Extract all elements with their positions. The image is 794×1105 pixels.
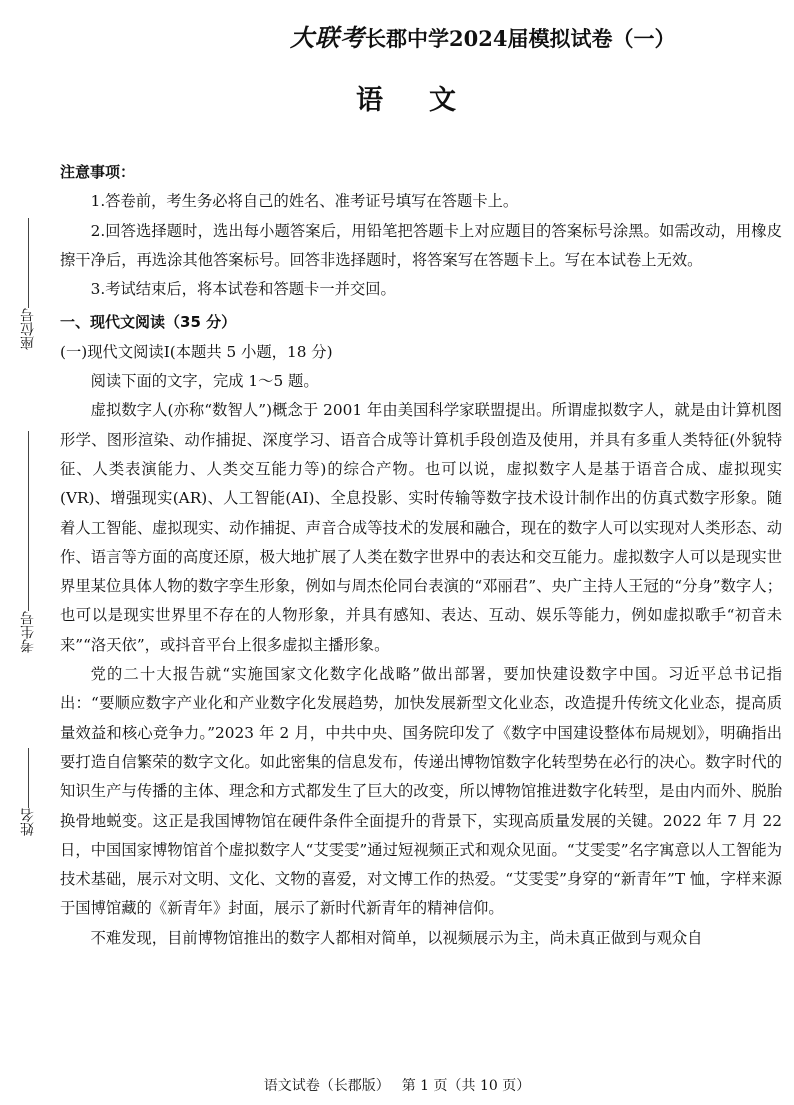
seat-number-label: 座位号	[20, 308, 36, 350]
seat-number-line	[27, 218, 29, 308]
note-item: 1.答卷前，考生务必将自己的姓名、准考证号填写在答题卡上。	[90, 192, 519, 211]
name-label: 姓名	[20, 808, 36, 836]
exam-title	[290, 18, 750, 52]
footer-paper-name: 语文试卷（长郡版）	[263, 1078, 390, 1094]
subsection-title: (一)现代文阅读Ⅰ(本题共 5 小题，18 分)	[60, 342, 333, 361]
footer-page-number: 第 1 页（共 10 页）	[401, 1078, 531, 1094]
name-field	[18, 742, 38, 836]
note-item: 2.回答选择题时，选出每小题答案后，用铅笔把答题卡上对应题目的答案标号涂黑。如需改动，用橡皮擦干净后，再选涂其他答案标号。回答非选择题时，将答案写在答题卡上。写在本试卷上无效。	[60, 221, 782, 269]
subject-title: 语文	[356, 85, 502, 116]
notes-title: 注意事项：	[60, 163, 136, 181]
seat-number-field	[18, 212, 38, 350]
section-title: 一、现代文阅读（35 分）	[60, 313, 237, 332]
name-line	[27, 748, 29, 808]
exam-number-line	[27, 431, 29, 611]
passage-paragraph: 虚拟数字人(亦称“数智人”)概念于 2001 年由美国科学家联盟提出。所谓虚拟数字人，就是由计算机图形学、图形渲染、动作捕捉、深度学习、语音合成等计算机手段创造及使用，并具有多重人类特征(外貌特征、人类表演能力、人类交互能力等)的综合产物。也可以说，虚拟数字人是基于语音合成、虚拟现实(VR)、增强现实(AR)、人工智能(AI)、全息投影、实时传输等数字技术设计制作出的仿真式数字形象。随着人工智能、虚拟现实、动作捕捉、声音合成等技术的发展和融合，现在的数字人可以实现对人类形态、动作、语言等方面的高度还原，极大地扩展了人类在数字世界中的表达和交互能力。虚拟数字人可以是现实世界里某位具体人物的数字孪生形象，例如与周杰伦同台表演的“邓丽君”、央广主持人王冠的“分身”数字人；也可以是现实世界里不存在的人物形象，并具有感知、表达、互动、娱乐等能力，例如虚拟歌手“初音未来”“洛天依”，或抖音平台上很多虚拟主播形象。	[60, 401, 782, 654]
reading-instruction: 阅读下面的文字，完成 1～5 题。	[90, 372, 319, 391]
school-exam-title: 长郡中学2024届模拟试卷（一）	[365, 26, 676, 51]
note-item: 3.考试结束后，将本试卷和答题卡一并交回。	[90, 280, 396, 299]
brand-logo-text: 大联考	[290, 23, 365, 52]
passage-paragraph: 不难发现，目前博物馆推出的数字人都相对简单，以视频展示为主，尚未真正做到与观众自	[90, 928, 703, 947]
exam-number-label: 考生号	[20, 611, 36, 653]
page-footer	[0, 1075, 794, 1095]
passage-paragraph: 党的二十大报告就“实施国家文化数字化战略”做出部署，要加快建设数字中国。习近平总书记指出：“要顺应数字产业化和产业数字化发展趋势，加快发展新型文化业态，改造提升传统文化业态，提高质量效益和核心竞争力。”2023 年 2 月，中共中央、国务院印发了《数字中国建设整体布局规划》，明确指出要打造自信繁荣的数字文化。如此密集的信息发布，传递出博物馆数字化转型势在必行的决心。数字时代的知识生产与传播的主体、理念和方式都发生了巨大的改变，所以博物馆推进数字化转型，是由内而外、脱胎换骨地蜕变。这正是我国博物馆在硬件条件全面提升的背景下，实现高质量发展的关键。2022 年 7 月 22 日，中国国家博物馆首个虚拟数字人“艾雯雯”通过短视频正式和观众见面。“艾雯雯”名字寓意以人工智能为技术基础，展示对文明、文化、文物的喜爱，对文博工作的热爱。“艾雯雯”身穿的“新青年”T 恤，字样来源于国博馆藏的《新青年》封面，展示了新时代新青年的精神信仰。	[60, 665, 782, 918]
exam-content	[60, 158, 782, 953]
exam-number-field	[18, 425, 38, 653]
